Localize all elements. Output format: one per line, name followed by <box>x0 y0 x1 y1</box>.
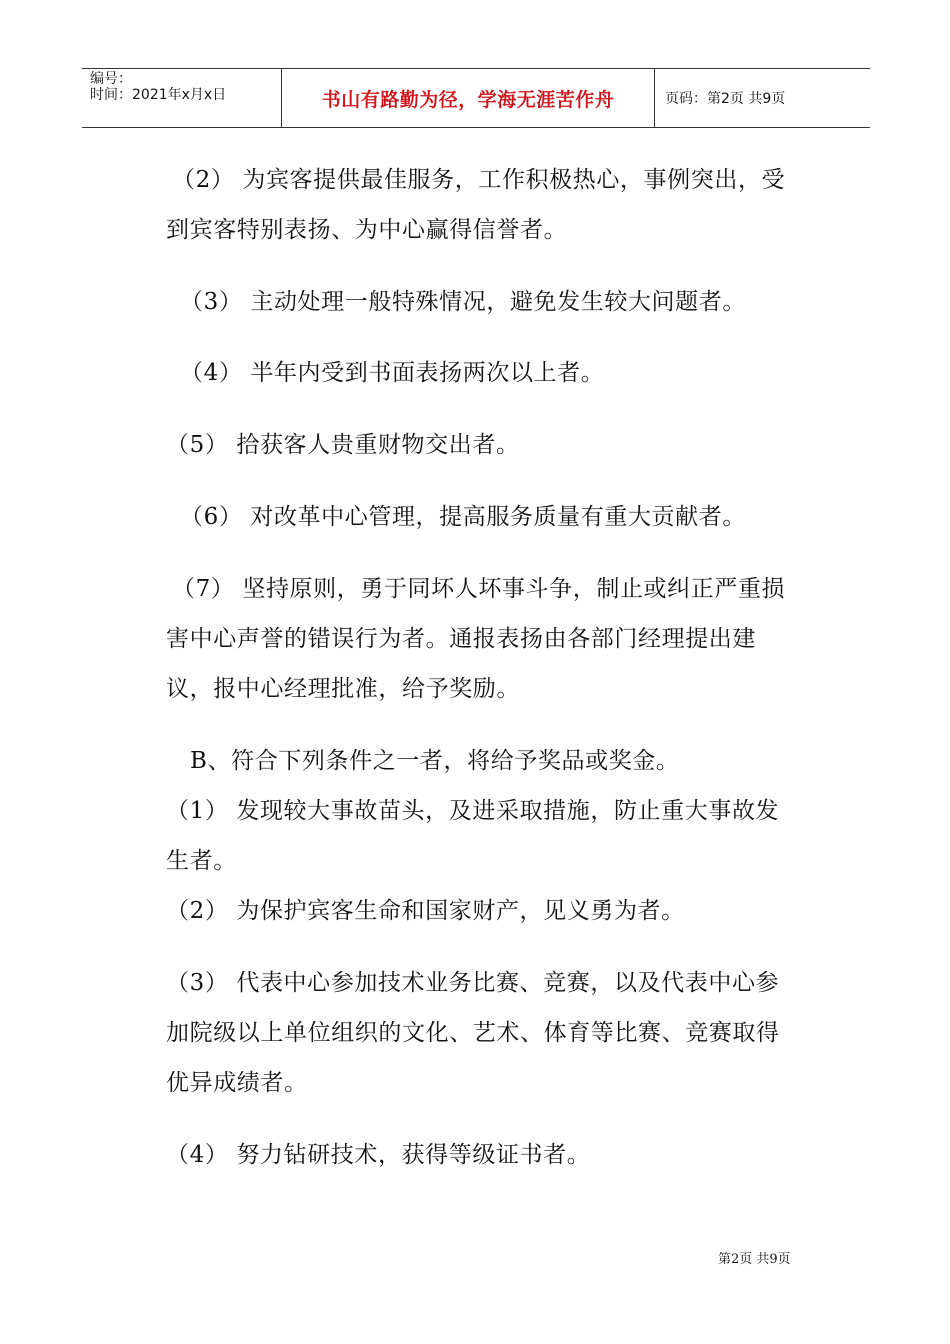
paragraph-line: 议，报中心经理批准，给予奖励。 <box>166 676 520 702</box>
paragraph-line: 到宾客特别表扬、为中心赢得信誉者。 <box>166 217 568 243</box>
paragraph-line: （3） 主动处理一般特殊情况，避免发生较大问题者。 <box>180 289 746 315</box>
paragraph-line: （6） 对改革中心管理，提高服务质量有重大贡献者。 <box>180 504 746 530</box>
document-time-label: 时间：2021年x月x日 <box>90 87 227 103</box>
paragraph-line: （7） 坚持原则，勇于同坏人坏事斗争，制止或纠正严重损 <box>172 576 786 602</box>
page-footer: 第2页 共9页 <box>718 1252 791 1267</box>
paragraph-line: 优异成绩者。 <box>166 1070 308 1096</box>
header-motto: 书山有路勤为径，学海无涯苦作舟 <box>282 69 655 127</box>
paragraph-line: 害中心声誉的错误行为者。通报表扬由各部门经理提出建 <box>166 626 756 652</box>
paragraph-line: 加院级以上单位组织的文化、艺术、体育等比赛、竞赛取得 <box>166 1020 780 1046</box>
paragraph-line: （1） 发现较大事故苗头，及进采取措施，防止重大事故发 <box>166 798 780 824</box>
document-header <box>82 68 870 128</box>
header-page-code: 页码：第2页 共9页 <box>665 91 786 107</box>
paragraph-line: （5） 拾获客人贵重财物交出者。 <box>166 432 520 458</box>
header-meta <box>82 69 282 127</box>
paragraph-line: （2） 为宾客提供最佳服务，工作积极热心，事例突出，受 <box>172 167 786 193</box>
paragraph-line: （4） 努力钻研技术，获得等级证书者。 <box>166 1142 591 1168</box>
paragraph-line: （4） 半年内受到书面表扬两次以上者。 <box>180 360 605 386</box>
paragraph-line: 生者。 <box>166 848 237 874</box>
document-number-label: 编号： <box>90 71 132 87</box>
paragraph-line: （2） 为保护宾客生命和国家财产，见义勇为者。 <box>166 898 685 924</box>
section-heading: B、符合下列条件之一者，将给予奖品或奖金。 <box>190 748 680 774</box>
paragraph-line: （3） 代表中心参加技术业务比赛、竞赛，以及代表中心参 <box>166 970 780 996</box>
